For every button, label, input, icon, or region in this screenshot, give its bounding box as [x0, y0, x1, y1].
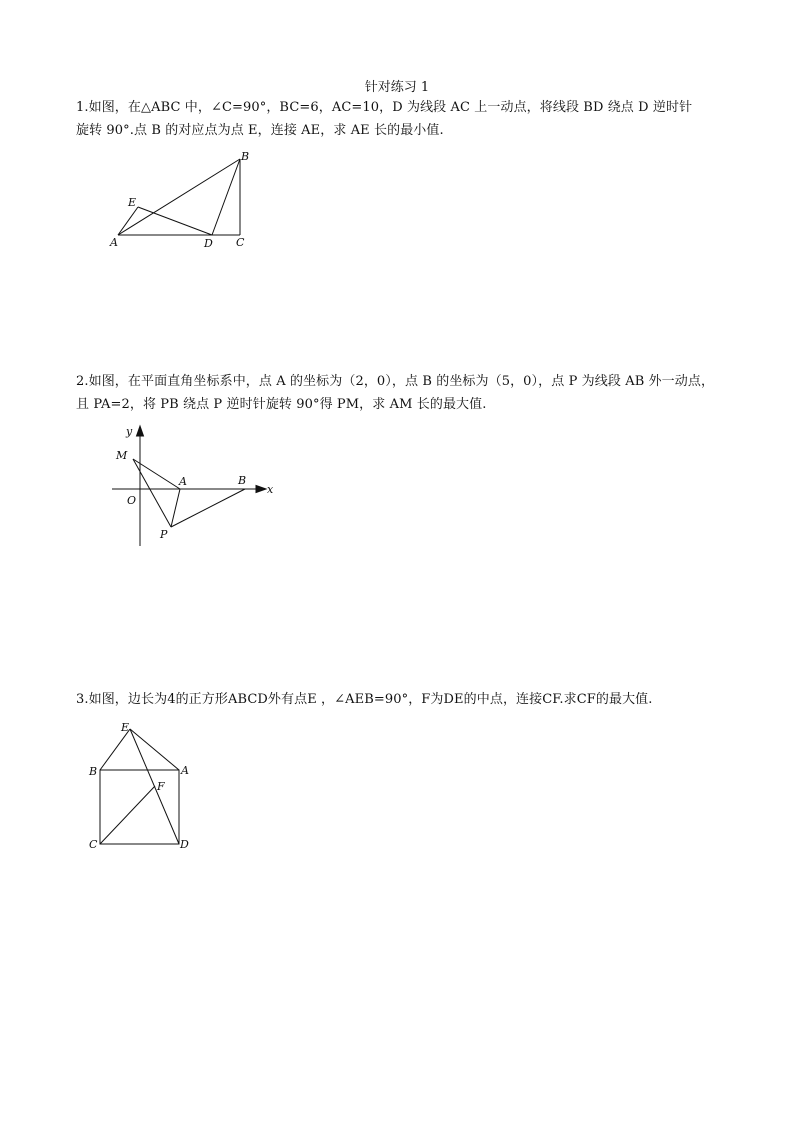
label-o: O — [127, 494, 137, 507]
question-3-line-1: 3.如图，边长为4的正方形ABCD外有点E ，∠AEB=90°，F为DE的中点，连接CF.求CF的最大值. — [76, 692, 653, 707]
segment-pb — [171, 489, 245, 527]
segment-ap — [171, 489, 180, 527]
label-d: D — [180, 838, 189, 851]
label-b: B — [238, 474, 247, 487]
label-d: D — [204, 237, 213, 250]
label-c: C — [236, 236, 245, 249]
question-2-line-1: 2.如图，在平面直角坐标系中，点 A 的坐标为（2，0），点 B 的坐标为（5，0），点 P 为线段 AB 外一动点， — [76, 374, 715, 389]
figure-3-square — [84, 715, 204, 860]
segment-ab — [118, 159, 240, 235]
y-axis-arrow-icon — [137, 426, 144, 436]
figure-2-coordinate-plane — [108, 420, 283, 555]
label-b: B — [89, 765, 98, 778]
figure-1-triangle — [100, 145, 270, 255]
segment-eb — [100, 729, 130, 770]
label-m: M — [116, 449, 128, 462]
label-e: E — [121, 721, 130, 734]
question-2 — [76, 370, 726, 416]
label-p: P — [160, 528, 168, 541]
x-axis-arrow-icon — [256, 486, 266, 493]
question-3 — [76, 688, 726, 711]
question-1-line-1: 1.如图，在△ABC 中，∠C=90°，BC=6，AC=10，D 为线段 AC 上一动点，将线段 BD 绕点 D 逆时针 — [76, 100, 693, 115]
segment-de — [138, 207, 212, 235]
question-1 — [76, 96, 726, 142]
segment-ae — [118, 207, 138, 235]
segment-ea — [130, 729, 179, 770]
label-a: A — [110, 236, 118, 249]
label-y: y — [126, 425, 133, 438]
segment-mp — [133, 459, 171, 527]
label-a: A — [179, 475, 187, 488]
square-abcd — [100, 770, 179, 844]
label-f: F — [157, 780, 165, 793]
label-e: E — [128, 196, 137, 209]
label-x: x — [267, 483, 274, 496]
worksheet-title: 针对练习 1 — [364, 80, 430, 95]
label-a: A — [181, 764, 189, 777]
question-1-line-2: 旋转 90°.点 B 的对应点为点 E，连接 AE，求 AE 长的最小值. — [76, 123, 444, 138]
segment-bd — [212, 159, 240, 235]
label-b: B — [241, 150, 250, 163]
segment-cf — [100, 786, 155, 844]
label-c: C — [89, 838, 98, 851]
question-2-line-2: 且 PA=2，将 PB 绕点 P 逆时针旋转 90°得 PM，求 AM 长的最大值. — [76, 397, 487, 412]
